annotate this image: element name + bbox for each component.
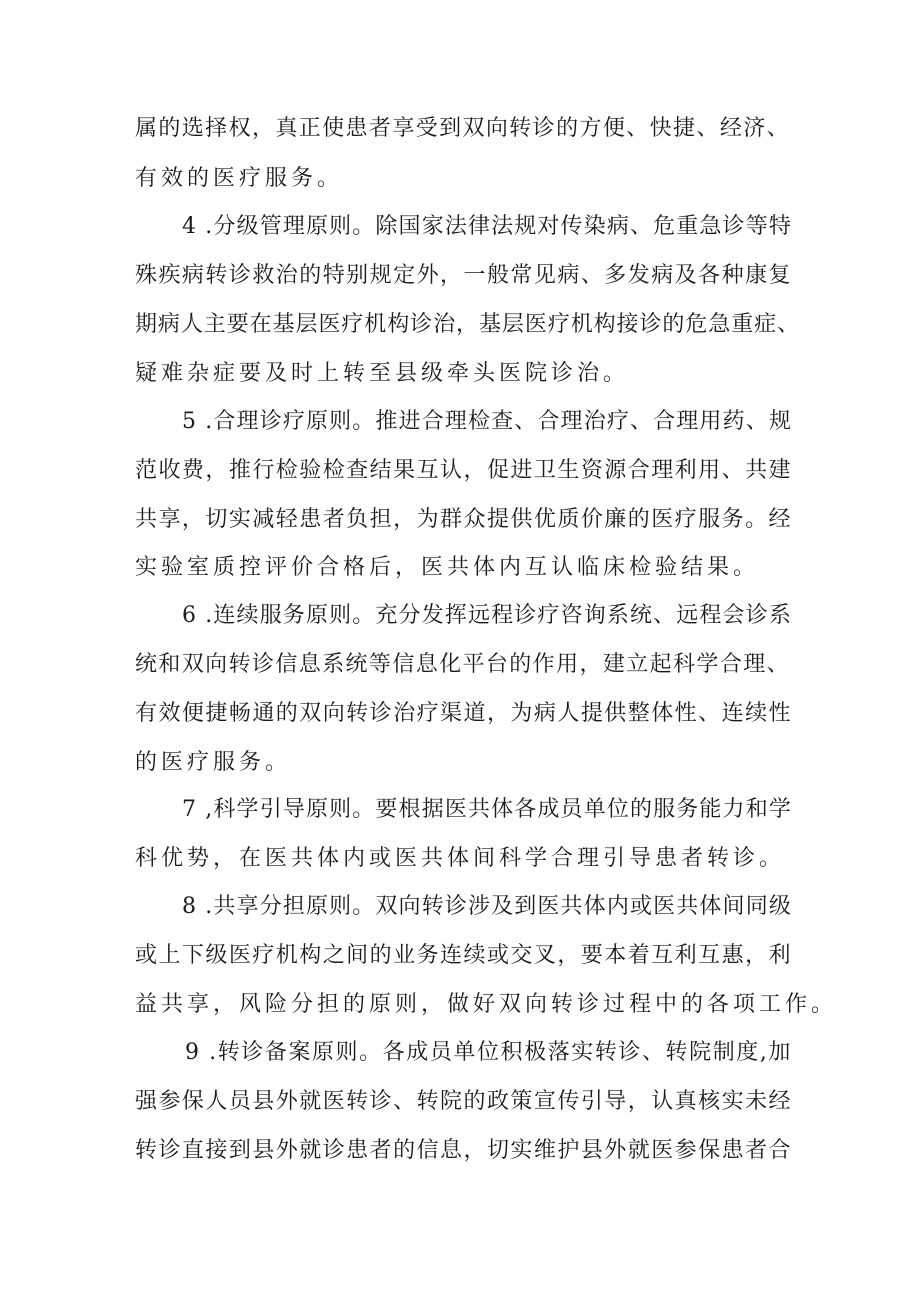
text-line-13: 有效便捷畅通的双向转诊治疗渠道，为病人提供整体性、连续性 — [135, 701, 793, 726]
text-line-4: 殊疾病转诊救治的特别规定外，一般常见病、多发病及各种康复 — [135, 263, 793, 288]
text-line-20: 9 .转诊备案原则。各成员单位积极落实转诊、转院制度,加 — [185, 1040, 792, 1065]
text-line-15: 7 ,科学引导原则。要根据医共体各成员单位的服务能力和学 — [182, 797, 792, 822]
text-line-3: 4 .分级管理原则。除国家法律法规对传染病、危重急诊等特 — [182, 214, 792, 239]
text-line-9: 共享，切实减轻患者负担，为群众提供优质价廉的医疗服务。经 — [135, 507, 793, 532]
text-line-7: 5 .合理诊疗原则。推进合理检查、合理治疗、合理用药、规 — [182, 409, 792, 434]
text-line-16: 科优势，在医共体内或医共体间科学合理引导患者转诊。 — [135, 846, 786, 871]
text-line-6: 疑难杂症要及时上转至县级牵头医院诊治。 — [135, 361, 630, 386]
text-line-8: 范收费，推行检验检查结果互认，促进卫生资源合理利用、共建 — [135, 458, 793, 483]
text-line-21: 强参保人员县外就医转诊、转院的政策宣传引导，认真核实未经 — [135, 1089, 793, 1114]
text-line-18: 或上下级医疗机构之间的业务连续或交叉，要本着互利互惠，利 — [135, 943, 793, 968]
text-line-19: 益共享，风险分担的原则，做好双向转诊过程中的各项工作。 — [135, 992, 838, 1017]
text-line-14: 的医疗服务。 — [135, 750, 292, 775]
text-line-22: 转诊直接到县外就诊患者的信息，切实维护县外就医参保患者合 — [135, 1138, 793, 1163]
text-line-11: 6 .连续服务原则。充分发挥远程诊疗咨询系统、远程会诊系 — [182, 603, 792, 628]
text-line-17: 8 .共享分担原则。双向转诊涉及到医共体内或医共体间同级 — [182, 894, 792, 919]
text-line-12: 统和双向转诊信息系统等信息化平台的作用，建立起科学合理、 — [135, 652, 791, 677]
text-line-10: 实验室质控评价合格后，医共体内互认临床检验结果。 — [135, 555, 760, 580]
text-line-5: 期病人主要在基层医疗机构诊治，基层医疗机构接诊的危急重症、 — [135, 312, 801, 337]
text-line-1: 属的选择权，真正使患者享受到双向转诊的方便、快捷、经济、 — [135, 116, 791, 141]
text-line-2: 有效的医疗服务。 — [135, 166, 344, 191]
